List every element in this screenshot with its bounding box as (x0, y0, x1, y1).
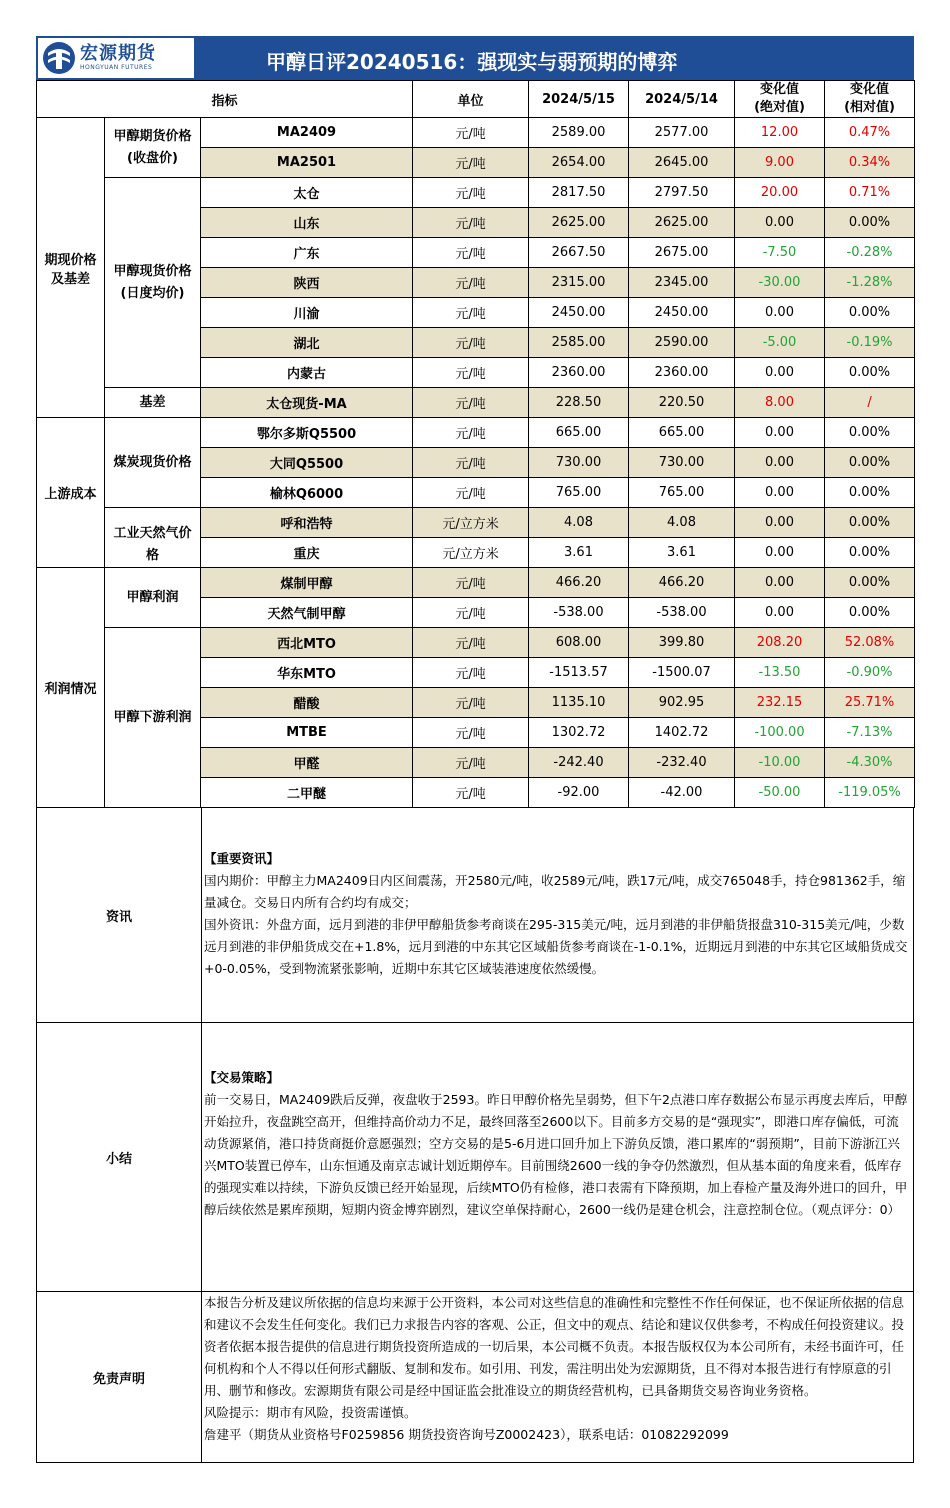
rel-change: 0.00% (825, 418, 915, 448)
rel-change: 0.34% (825, 148, 915, 178)
report-title: 甲醇日评20240516：强现实与弱预期的博弈 (266, 50, 678, 74)
value-date2: 665.00 (629, 418, 735, 448)
rel-change: 0.47% (825, 118, 915, 148)
disclaimer-text: 本报告分析及建议所依据的信息均来源于公开资料，本公司对这些信息的准确性和完整性不作任何保证，也不保证所依据的信息和建议不会发生任何变化。我们已力求报告内容的客观、公正，但文中的观点、结论和建议仅供参考，不构成任何投资建议。投资者依据本报告提供的信息进行期货投资所造成的一切后果，本公司概不负责。本报告版权仅为本公司所有，未经书面许可，任何机构和个人不得以任何形式翻版、复制和发布。如引用、刊发，需注明出处为宏源期货，且不得对本报告进行有悖原意的引用、删节和修改。宏源期货有限公司是经中国证监会批准设立的期货经营机构，已具备期货交易咨询业务资格。 (204, 1295, 905, 1398)
value-date2: 2675.00 (629, 238, 735, 268)
unit-cell: 元/吨 (413, 388, 529, 418)
indicator-name: 榆林Q6000 (201, 478, 413, 508)
value-date1: 665.00 (529, 418, 629, 448)
value-date2: 2345.00 (629, 268, 735, 298)
rel-change: -119.05% (825, 778, 915, 808)
abs-change: 0.00 (735, 508, 825, 538)
indicator-name: 西北MTO (201, 628, 413, 658)
subgroup-label: 甲醇下游利润 (105, 628, 201, 808)
unit-cell: 元/吨 (413, 238, 529, 268)
indicator-name: 重庆 (201, 538, 413, 568)
value-date1: 730.00 (529, 448, 629, 478)
unit-cell: 元/吨 (413, 478, 529, 508)
indicator-name: 二甲醚 (201, 778, 413, 808)
col-date1: 2024/5/15 (529, 81, 629, 118)
abs-change: -13.50 (735, 658, 825, 688)
abs-change: 20.00 (735, 178, 825, 208)
value-date2: 765.00 (629, 478, 735, 508)
unit-cell: 元/吨 (413, 448, 529, 478)
value-date1: 2667.50 (529, 238, 629, 268)
unit-cell: 元/吨 (413, 148, 529, 178)
value-date1: 2589.00 (529, 118, 629, 148)
value-date1: 228.50 (529, 388, 629, 418)
rel-change: 0.00% (825, 508, 915, 538)
hongyuan-logo-icon (42, 41, 76, 75)
rel-change: 0.00% (825, 298, 915, 328)
unit-cell: 元/吨 (413, 688, 529, 718)
value-date1: 2654.00 (529, 148, 629, 178)
rel-change: -0.19% (825, 328, 915, 358)
unit-cell: 元/吨 (413, 628, 529, 658)
value-date1: 2817.50 (529, 178, 629, 208)
report-sheet (36, 36, 914, 1463)
rel-change: 0.00% (825, 598, 915, 628)
group-label: 利润情况 (37, 568, 105, 808)
col-abs-change: 变化值 (绝对值) (735, 81, 825, 118)
value-date2: 3.61 (629, 538, 735, 568)
subgroup-label: 基差 (105, 388, 201, 418)
rel-change: -0.90% (825, 658, 915, 688)
header-row (37, 81, 915, 118)
subgroup-label: 甲醇利润 (105, 568, 201, 628)
abs-change: 0.00 (735, 538, 825, 568)
abs-change: 0.00 (735, 418, 825, 448)
abs-change: -10.00 (735, 748, 825, 778)
value-date2: 2625.00 (629, 208, 735, 238)
indicator-name: 鄂尔多斯Q5500 (201, 418, 413, 448)
rel-change: 0.00% (825, 208, 915, 238)
abs-change: -100.00 (735, 718, 825, 748)
unit-cell: 元/吨 (413, 118, 529, 148)
value-date2: -1500.07 (629, 658, 735, 688)
rel-change: 0.71% (825, 178, 915, 208)
unit-cell: 元/吨 (413, 658, 529, 688)
table-row (37, 178, 915, 208)
value-date1: 4.08 (529, 508, 629, 538)
col-indicator: 指标 (37, 81, 413, 118)
indicator-name: 太仓 (201, 178, 413, 208)
abs-change: -30.00 (735, 268, 825, 298)
logo-english-name: HONGYUAN FUTURES (80, 64, 153, 71)
indicator-name: 川渝 (201, 298, 413, 328)
value-date2: 1402.72 (629, 718, 735, 748)
value-date1: -92.00 (529, 778, 629, 808)
subgroup-label: 甲醇期货价格(收盘价) (105, 118, 201, 178)
col-date2: 2024/5/14 (629, 81, 735, 118)
unit-cell: 元/吨 (413, 418, 529, 448)
unit-cell: 元/吨 (413, 748, 529, 778)
news-section (36, 808, 914, 1023)
value-date2: -232.40 (629, 748, 735, 778)
summary-body (202, 1023, 913, 1291)
logo-chinese-name: 宏源期货 (80, 43, 156, 64)
value-date2: -538.00 (629, 598, 735, 628)
disclaimer-body (202, 1292, 913, 1462)
value-date1: -242.40 (529, 748, 629, 778)
abs-change: -5.00 (735, 328, 825, 358)
value-date1: 1135.10 (529, 688, 629, 718)
value-date1: 2315.00 (529, 268, 629, 298)
indicator-name: 呼和浩特 (201, 508, 413, 538)
value-date2: 4.08 (629, 508, 735, 538)
indicator-name: 内蒙古 (201, 358, 413, 388)
rel-change: -1.28% (825, 268, 915, 298)
value-date2: -42.00 (629, 778, 735, 808)
unit-cell: 元/吨 (413, 298, 529, 328)
unit-cell: 元/吨 (413, 208, 529, 238)
value-date1: 1302.72 (529, 718, 629, 748)
disclaimer-section (36, 1292, 914, 1463)
indicator-name: 甲醛 (201, 748, 413, 778)
indicator-name: 大同Q5500 (201, 448, 413, 478)
value-date1: 608.00 (529, 628, 629, 658)
rel-change: 52.08% (825, 628, 915, 658)
value-date2: 2450.00 (629, 298, 735, 328)
title-banner (36, 36, 914, 80)
summary-label: 小结 (37, 1023, 202, 1291)
abs-change: 9.00 (735, 148, 825, 178)
table-row (37, 508, 915, 538)
group-label: 上游成本 (37, 418, 105, 568)
unit-cell: 元/立方米 (413, 508, 529, 538)
company-logo (38, 38, 194, 78)
value-date1: -1513.57 (529, 658, 629, 688)
abs-change: -7.50 (735, 238, 825, 268)
abs-change: 12.00 (735, 118, 825, 148)
rel-change: -0.28% (825, 238, 915, 268)
unit-cell: 元/吨 (413, 268, 529, 298)
disclaimer-label: 免责声明 (37, 1292, 202, 1462)
indicator-name: MA2409 (201, 118, 413, 148)
value-date1: 765.00 (529, 478, 629, 508)
rel-change: 0.00% (825, 538, 915, 568)
unit-cell: 元/吨 (413, 358, 529, 388)
abs-change: -50.00 (735, 778, 825, 808)
indicator-name: 醋酸 (201, 688, 413, 718)
abs-change: 8.00 (735, 388, 825, 418)
table-row (37, 418, 915, 448)
unit-cell: 元/吨 (413, 328, 529, 358)
value-date2: 399.80 (629, 628, 735, 658)
abs-change: 0.00 (735, 568, 825, 598)
indicator-name: 湖北 (201, 328, 413, 358)
abs-change: 0.00 (735, 478, 825, 508)
summary-heading: 【交易策略】 (204, 1070, 280, 1085)
abs-change: 208.20 (735, 628, 825, 658)
news-foreign: 国外资讯：外盘方面，远月到港的非伊甲醇船货参考商谈在295-315美元/吨，远月到港的非伊船货报盘310-315美元/吨，少数远月到港的非伊船货成交在+1.8%，远月到港的中东其它区域船货参考商谈在-1-0.1%，近期远月到港的中东其它区域船货成交+0-0.05%，受到物流紧张影响，近期中东其它区域装港速度依然缓慢。 (204, 917, 908, 976)
indicator-name: 陕西 (201, 268, 413, 298)
abs-change: 0.00 (735, 298, 825, 328)
value-date1: 2585.00 (529, 328, 629, 358)
indicator-name: 广东 (201, 238, 413, 268)
unit-cell: 元/吨 (413, 178, 529, 208)
col-rel-change: 变化值 (相对值) (825, 81, 915, 118)
value-date2: 2590.00 (629, 328, 735, 358)
rel-change: 0.00% (825, 568, 915, 598)
news-domestic: 国内期价：甲醇主力MA2409日内区间震荡，开2580元/吨，收2589元/吨，跌17元/吨，成交765048手，持仓981362手，缩量减仓。交易日内所有合约均有成交； (204, 873, 906, 910)
value-date1: -538.00 (529, 598, 629, 628)
abs-change: 0.00 (735, 208, 825, 238)
rel-change: 0.00% (825, 478, 915, 508)
value-date2: 2360.00 (629, 358, 735, 388)
summary-section (36, 1023, 914, 1292)
value-date2: 220.50 (629, 388, 735, 418)
abs-change: 232.15 (735, 688, 825, 718)
indicator-name: 煤制甲醇 (201, 568, 413, 598)
unit-cell: 元/吨 (413, 718, 529, 748)
value-date1: 3.61 (529, 538, 629, 568)
subgroup-label: 煤炭现货价格 (105, 418, 201, 508)
subgroup-label: 甲醇现货价格(日度均价) (105, 178, 201, 388)
unit-cell: 元/吨 (413, 778, 529, 808)
indicator-name: 太仓现货-MA (201, 388, 413, 418)
abs-change: 0.00 (735, 358, 825, 388)
value-date2: 2797.50 (629, 178, 735, 208)
unit-cell: 元/吨 (413, 598, 529, 628)
news-body (202, 808, 913, 1022)
news-heading: 【重要资讯】 (204, 851, 280, 866)
rel-change: 25.71% (825, 688, 915, 718)
indicator-name: MA2501 (201, 148, 413, 178)
value-date2: 2577.00 (629, 118, 735, 148)
indicator-name: 华东MTO (201, 658, 413, 688)
rel-change: -7.13% (825, 718, 915, 748)
abs-change: 0.00 (735, 448, 825, 478)
indicator-name: 山东 (201, 208, 413, 238)
value-date1: 2625.00 (529, 208, 629, 238)
col-unit: 单位 (413, 81, 529, 118)
summary-text: 前一交易日，MA2409跌后反弹，夜盘收于2593。昨日甲醇价格先呈弱势，但下午2点港口库存数据公布显示再度去库后，甲醇开始拉升，夜盘跳空高开，但维持高价动力不足，最终回落至2600以下。目前多方交易的是“强现实”，即港口库存偏低，可流动货源紧俏，港口持货商挺价意愿强烈；空方交易的是5-6月进口回升加上下游负反馈，港口累库的“弱预期”，目前下游浙江兴兴MTO装置已停车，山东恒通及南京志诚计划近期停车。目前围绕2600一线的争夺仍然激烈，但从基本面的角度来看，低库存的强现实难以持续，下游负反馈已经开始显现，后续MTO仍有检修，港口表需有下降预期，加上春检产量及海外进口的回升，甲醇后续依然是累库预期，短期内资金博弈剧烈，建议空单保持耐心，2600一线仍是建仓机会，注意控制仓位。（观点评分：0） (204, 1092, 908, 1217)
unit-cell: 元/立方米 (413, 538, 529, 568)
value-date2: 730.00 (629, 448, 735, 478)
value-date1: 2360.00 (529, 358, 629, 388)
table-row (37, 388, 915, 418)
table-row (37, 568, 915, 598)
analyst-info: 詹建平（期货从业资格号F0259856 期货投资咨询号Z0002423），联系电话：01082292099 (204, 1427, 729, 1442)
table-row (37, 118, 915, 148)
group-label: 期现价格及基差 (37, 118, 105, 418)
unit-cell: 元/吨 (413, 568, 529, 598)
indicator-name: MTBE (201, 718, 413, 748)
rel-change: / (825, 388, 915, 418)
value-date2: 902.95 (629, 688, 735, 718)
rel-change: -4.30% (825, 748, 915, 778)
rel-change: 0.00% (825, 448, 915, 478)
indicator-table (36, 80, 915, 808)
rel-change: 0.00% (825, 358, 915, 388)
value-date2: 2645.00 (629, 148, 735, 178)
table-row (37, 628, 915, 658)
value-date2: 466.20 (629, 568, 735, 598)
value-date1: 466.20 (529, 568, 629, 598)
subgroup-label: 工业天然气价格 (105, 508, 201, 568)
indicator-name: 天然气制甲醇 (201, 598, 413, 628)
value-date1: 2450.00 (529, 298, 629, 328)
risk-warning: 风险提示：期市有风险，投资需谨慎。 (204, 1405, 417, 1420)
news-label: 资讯 (37, 808, 202, 1022)
abs-change: 0.00 (735, 598, 825, 628)
